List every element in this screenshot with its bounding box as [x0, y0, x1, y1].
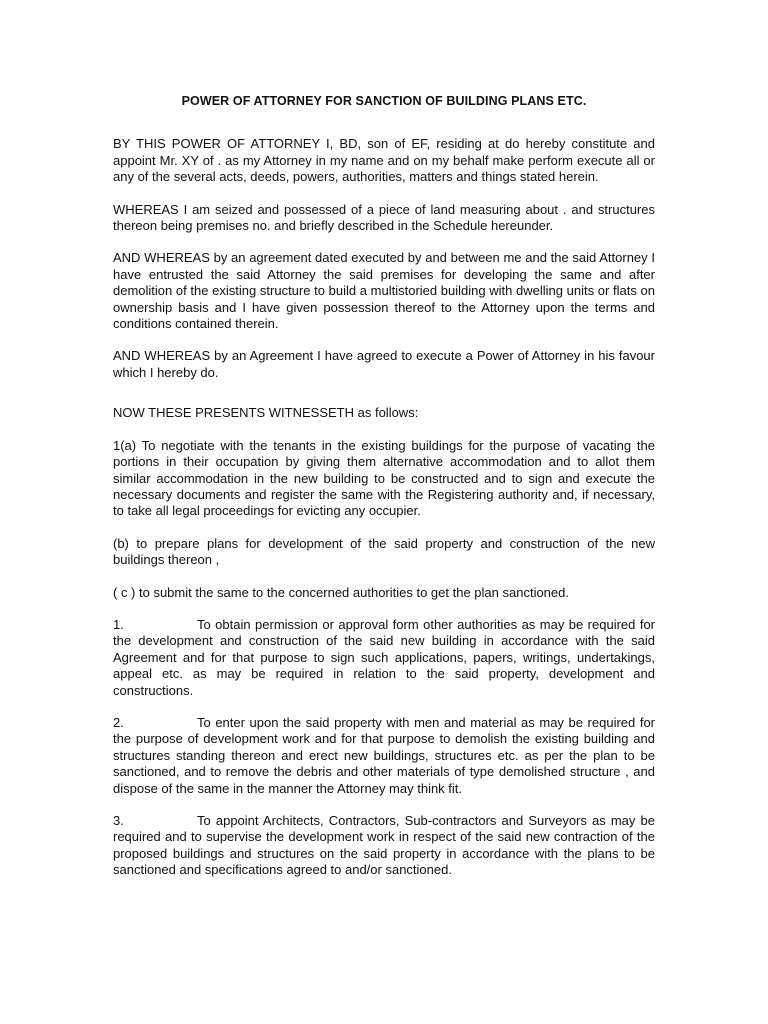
paragraph-whereas-land: WHEREAS I am seized and possessed of a piece of land measuring about . and structures thereon being premises no. and briefly described in the Schedule hereunder.: [113, 201, 655, 234]
item-text: To obtain permission or approval form other authorities as may be required for the development and construction of the said new building in accordance with the said Agreement and for that purpose to sign such applications, papers, writings, undertakings, appeal etc. as may be required in relation to the said property, development and constructions.: [113, 616, 655, 698]
item-text: To appoint Architects, Contractors, Sub-contractors and Surveyors as may be required and to supervise the development work in respect of the said new contraction of the proposed buildings and structures on the said property in accordance with the plans to be sanctioned and specifications agreed to and/or sanctioned.: [113, 813, 655, 878]
item-text: To enter upon the said property with men and material as may be required for the purpose of development work and for that purpose to demolish the existing building and structures standing thereon and erect new buildings, structures etc. as per the plan to be sanctioned, and to remove the debris and other materials of type demolished structure , and dispose of the same in the manner the Attorney may think fit.: [113, 714, 655, 796]
document-page: [113, 93, 655, 895]
item-number: 1.: [113, 616, 124, 632]
paragraph-clause-1b: (b) to prepare plans for development of the said property and construction of the new buildings thereon ,: [113, 535, 655, 568]
document-title: POWER OF ATTORNEY FOR SANCTION OF BUILDING PLANS ETC.: [181, 94, 587, 108]
paragraph-whereas-agreement: AND WHEREAS by an agreement dated executed by and between me and the said Attorney I have entrusted the said Attorney the said premises for developing the same and after demolition of the existing structure to build a multistoried building with dwelling units or flats on ownership basis and I have given possession thereof to the Attorney upon the terms and conditions contained therein.: [113, 250, 655, 332]
numbered-item-1: [113, 617, 655, 699]
paragraph-clause-1c: ( c ) to submit the same to the concerned authorities to get the plan sanctioned.: [113, 584, 569, 600]
paragraph-preamble: BY THIS POWER OF ATTORNEY I, BD, son of EF, residing at do hereby constitute and appoint Mr. XY of . as my Attorney in my name and on my behalf make perform execute all or any of the several acts, deeds, powers, authorities, matters and things stated herein.: [113, 136, 655, 185]
numbered-item-2: [113, 715, 655, 797]
paragraph-witnesseth: NOW THESE PRESENTS WITNESSETH as follows:: [113, 405, 419, 421]
item-number: 3.: [113, 813, 124, 828]
paragraph-whereas-power: AND WHEREAS by an Agreement I have agreed to execute a Power of Attorney in his favour which I hereby do.: [113, 348, 655, 380]
paragraph-clause-1a: 1(a) To negotiate with the tenants in the existing buildings for the purpose of vacating the portions in their occupation by giving them alternative accommodation and to allot them similar accommodation in the new building to be constructed and to sign and execute the necessary documents and register the same with the Registering authority and, if necessary, to take all legal proceedings for evicting any occupier.: [113, 437, 655, 519]
numbered-item-3: [113, 813, 655, 879]
item-number: 2.: [113, 714, 124, 730]
